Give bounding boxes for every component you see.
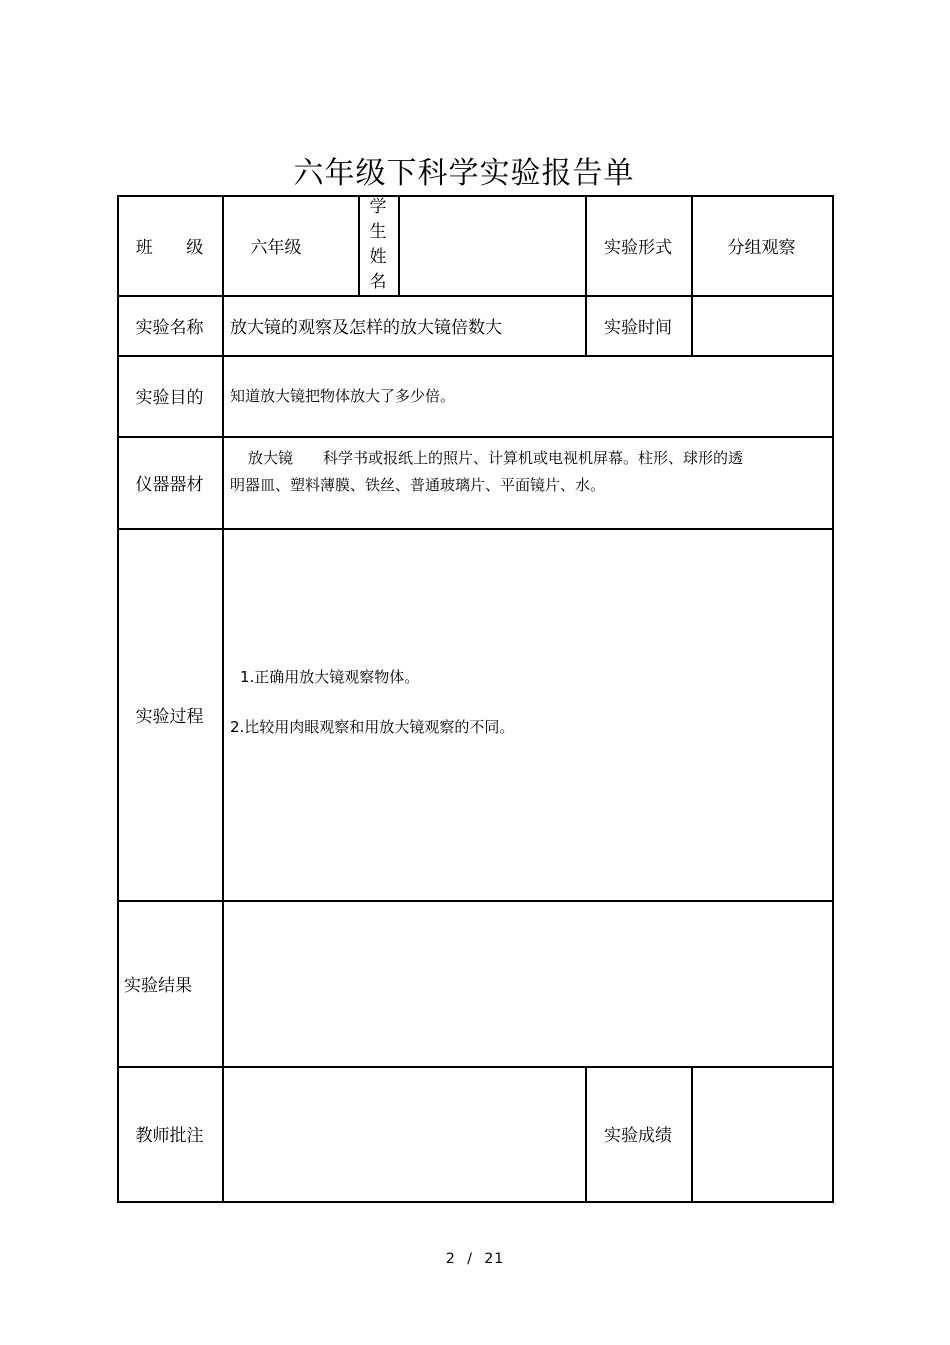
- experiment-score-label: 实验成绩: [604, 1126, 672, 1146]
- student-name-label-char-4: 名: [369, 272, 387, 292]
- experiment-result-field[interactable]: [222, 900, 832, 1066]
- process-step-1: 1.正确用放大镜观察物体。: [240, 668, 420, 686]
- row-divider-4: [117, 528, 834, 530]
- teacher-comment-field[interactable]: [222, 1066, 585, 1201]
- teacher-comment-label: 教师批注: [135, 1126, 204, 1146]
- experiment-form-value: 分组观察: [727, 237, 796, 258]
- experiment-form-label: 实验形式: [604, 237, 672, 258]
- table-border-bottom: [117, 1201, 834, 1203]
- process-step-2: 2.比较用肉眼观察和用放大镜观察的不同。: [230, 718, 515, 736]
- class-label: 班 级: [135, 237, 218, 258]
- page-number: [0, 1251, 950, 1267]
- equipment-line-2: 明器皿、塑料薄膜、铁丝、普通玻璃片、平面镜片、水。: [230, 476, 606, 494]
- current-page: 2: [445, 1251, 456, 1267]
- student-name-label-char-2: 生: [369, 222, 387, 242]
- student-name-label-char-1: 学: [369, 197, 387, 217]
- row-divider-3: [117, 436, 834, 438]
- experiment-purpose-value: 知道放大镜把物体放大了多少倍。: [230, 387, 456, 405]
- experiment-name-value: 放大镜的观察及怎样的放大镜倍数大: [230, 317, 502, 338]
- experiment-time-field[interactable]: [691, 295, 832, 355]
- total-pages: 21: [484, 1251, 505, 1267]
- document-title: 六年级下科学实验报告单: [293, 156, 635, 191]
- experiment-time-label: 实验时间: [604, 317, 672, 338]
- experiment-purpose-label: 实验目的: [135, 388, 204, 408]
- experiment-score-field[interactable]: [691, 1066, 832, 1201]
- student-name-field[interactable]: [398, 195, 585, 295]
- class-value: 六年级: [250, 237, 302, 258]
- page-separator: /: [467, 1251, 473, 1267]
- student-name-label-char-3: 姓: [369, 247, 387, 267]
- student-name-label: [358, 195, 398, 295]
- equipment-label: 仪器器材: [135, 474, 204, 495]
- experiment-process-label: 实验过程: [135, 706, 204, 727]
- table-border-right: [832, 195, 834, 1202]
- experiment-name-label: 实验名称: [135, 317, 204, 338]
- experiment-result-label: 实验结果: [124, 975, 192, 996]
- equipment-line-1: 放大镜 科学书或报纸上的照片、计算机或电视机屏幕。柱形、球形的透: [248, 449, 744, 467]
